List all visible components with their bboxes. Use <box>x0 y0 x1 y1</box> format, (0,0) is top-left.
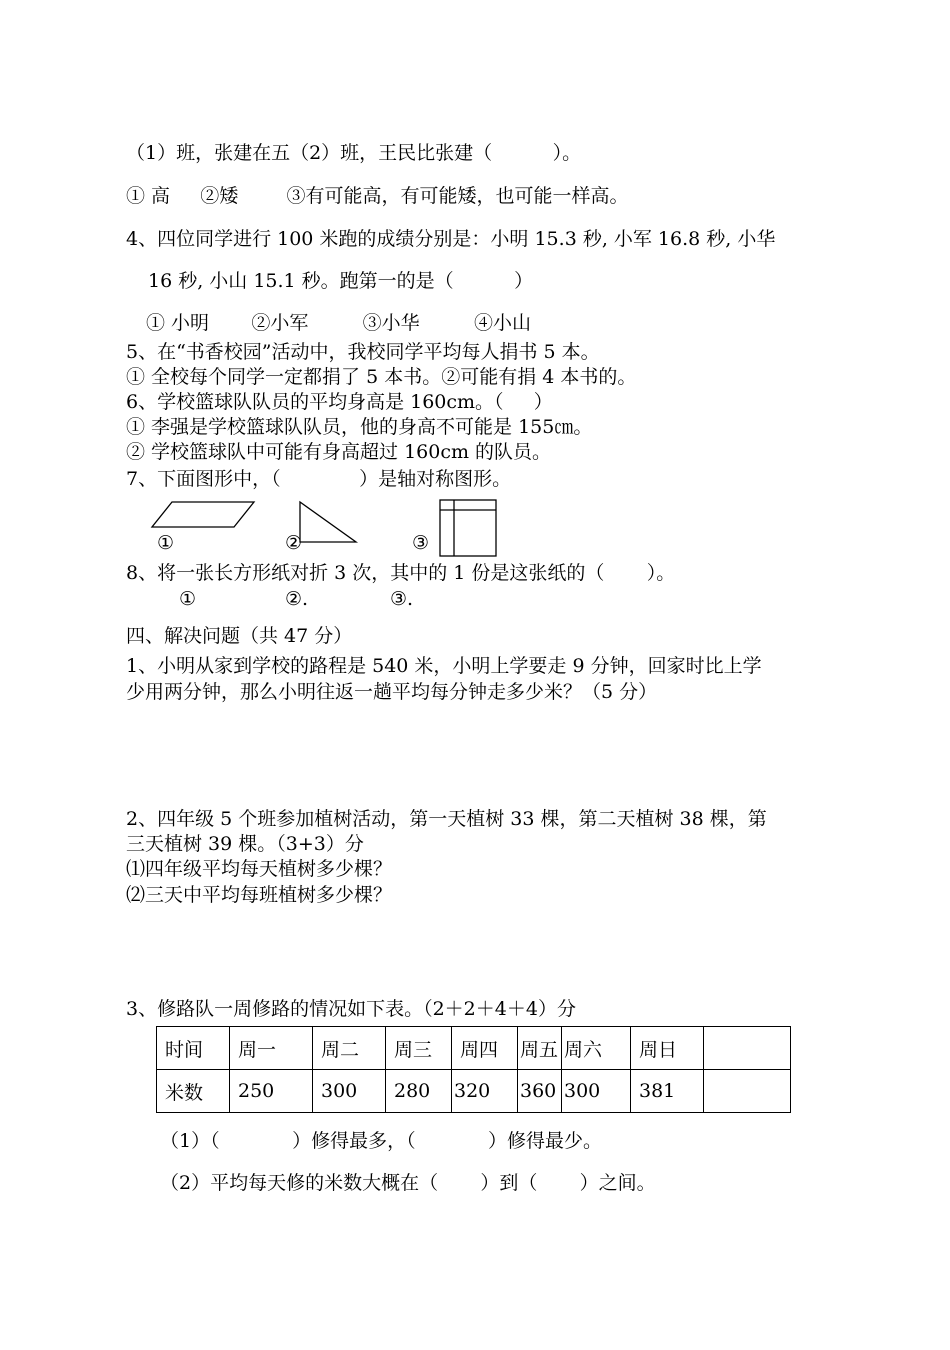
q7-label-2: ② <box>285 532 303 554</box>
q7-label-3: ③ <box>412 532 430 554</box>
p3-text: 3、修路队一周修路的情况如下表。（2＋2＋4＋4）分 <box>126 998 576 1020</box>
table-cell: 周三 <box>386 1027 452 1070</box>
road-repair-table <box>156 1026 791 1113</box>
section4-title: 四、解决问题（共 47 分） <box>126 625 353 647</box>
p2-sub-question2: ⑵三天中平均每班植树多少棵？ <box>126 884 393 906</box>
table-cell: 300 <box>562 1070 631 1113</box>
table-cell: 280 <box>386 1070 452 1113</box>
q4-text-line2: 16 秒, 小山 15.1 秒。跑第一的是（ ） <box>148 270 534 292</box>
q3-continuation: （1）班，张建在五（2）班，王民比张建（ ）。 <box>126 142 582 164</box>
table-row <box>157 1027 791 1070</box>
q4-options: ① 小明 ②小军 ③小华 ④小山 <box>146 312 532 334</box>
right-triangle-figure <box>296 500 360 545</box>
q7-label-1: ① <box>157 532 175 554</box>
q6-option2: ② 学校篮球队中可能有身高超过 160cm 的队员。 <box>126 441 552 463</box>
table-cell: 381 <box>631 1070 704 1113</box>
table-cell <box>704 1027 791 1070</box>
p3-question2: （2）平均每天修的米数大概在（ ）到（ ）之间。 <box>160 1172 656 1194</box>
q8-option-2: ②. <box>285 588 309 610</box>
q5-text: 5、在“书香校园”活动中，我校同学平均每人捐书 5 本。 <box>126 341 600 363</box>
table-cell: 250 <box>230 1070 313 1113</box>
table-cell: 周六 <box>562 1027 631 1070</box>
table-cell: 周四 <box>452 1027 518 1070</box>
table-row <box>157 1070 791 1113</box>
table-cell: 300 <box>313 1070 386 1113</box>
q8-option-3: ③. <box>390 588 414 610</box>
table-cell: 360 <box>518 1070 562 1113</box>
table-cell: 时间 <box>157 1027 230 1070</box>
q6-text: 6、学校篮球队队员的平均身高是 160cm。（ ） <box>126 391 553 413</box>
table-cell: 周二 <box>313 1027 386 1070</box>
table-cell: 周日 <box>631 1027 704 1070</box>
p2-sub-question1: ⑴四年级平均每天植树多少棵？ <box>126 858 393 880</box>
table-cell <box>704 1070 791 1113</box>
parallelogram-figure <box>150 500 260 530</box>
table-cell: 米数 <box>157 1070 230 1113</box>
q3-options: ① 高 ②矮 ③有可能高，有可能矮，也可能一样高。 <box>126 185 629 207</box>
p3-question1: （1）（ ）修得最多，（ ）修得最少。 <box>160 1130 603 1152</box>
table-cell: 周五 <box>518 1027 562 1070</box>
table-cell: 周一 <box>230 1027 313 1070</box>
q6-option1: ① 李强是学校篮球队队员，他的身高不可能是 155㎝。 <box>126 416 593 438</box>
p1-text-line1: 1、小明从家到学校的路程是 540 米，小明上学要走 9 分钟，回家时比上学 <box>126 655 762 677</box>
q7-text: 7、下面图形中，（ ）是轴对称图形。 <box>126 468 512 490</box>
p2-text-line1: 2、四年级 5 个班参加植树活动，第一天植树 33 棵，第二天植树 38 棵，第 <box>126 808 767 830</box>
q5-options: ① 全校每个同学一定都捐了 5 本书。②可能有捐 4 本书的。 <box>126 366 637 388</box>
q8-text: 8、将一张长方形纸对折 3 次，其中的 1 份是这张纸的（ ）。 <box>126 562 676 584</box>
q4-text-line1: 4、四位同学进行 100 米跑的成绩分别是：小明 15.3 秒, 小军 16.8 秒, 小华 <box>126 228 776 250</box>
q8-option-1: ① <box>179 588 197 610</box>
p2-text-line2: 三天植树 39 棵。（3+3）分 <box>126 833 364 855</box>
table-cell: 320 <box>452 1070 518 1113</box>
p1-text-line2: 少用两分钟，那么小明往返一趟平均每分钟走多少米？（5 分） <box>126 681 658 703</box>
rectangle-grid-figure <box>438 498 498 558</box>
